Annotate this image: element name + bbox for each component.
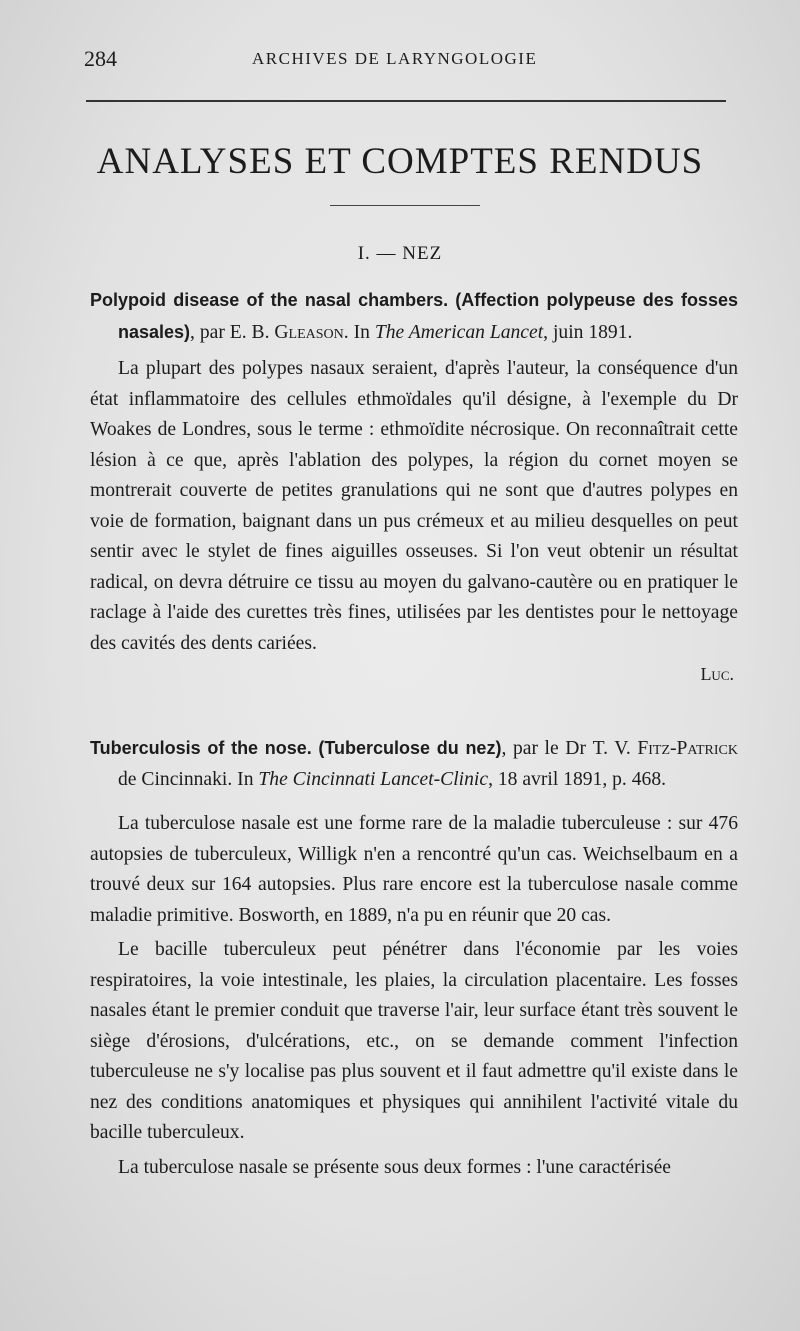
section-title: ANALYSES ET COMPTES RENDUS: [96, 141, 704, 182]
subsection-heading: I. — NEZ: [357, 243, 443, 264]
citation-mid: de Cincinnaki. In: [118, 768, 259, 790]
article-title: Polypoid disease of the nasal chambers.: [90, 290, 449, 310]
article-french-title: (Affection polypeuse des fosses nasales): [118, 290, 738, 342]
page-header: [84, 46, 724, 76]
article-tuberculosis-nose: [90, 733, 738, 1183]
article-body: La plupart des polypes nasaux seraient, d'après l'auteur, la conséquence d'un état inflammatoire des cellules ethmoïdales qu'il désigne, à l'exemple du Dr Woakes de Londres, sous le terme : ethmoïdite nécrosique. On reconnaîtrait cette lésion à ce que, après l'ablation des polypes, la région du cornet moyen se montrerait couverte de petites granulations qui ne sont que d'autres polypes en voie de formation, baignant dans un pus crémeux et au milieu desquelles on peut sentir avec le stylet de fines aiguilles osseuses. Si l'on veut obtenir un résultat radical, on devra détruire ce tissu au moyen du galvano-cautère ou en pratiquer le raclage à l'aide des curettes très fines, utilisées par les dentistes pour le nettoyage des cavités des dents cariées.: [90, 358, 738, 654]
citation-date: , 18 avril 1891, p. 468.: [488, 768, 667, 790]
citation-date: , juin 1891.: [543, 321, 633, 343]
article-paragraph: Le bacille tuberculeux peut pénétrer dans l'économie par les voies respiratoires, la voie intestinale, les plaies, la circulation placentaire. Les fosses nasales étant le premier conduit que traverse l'air, leur surface étant très souvent le siège d'érosions, d'ulcérations, etc., on se demande comment l'infection tuberculeuse ne s'y localise pas plus souvent et il faut admettre qu'il existe dans le nez des conditions anatomiques et physiques qui annihilent l'activité vitale du bacille tuberculeux.: [90, 939, 738, 1143]
article-paragraph: La tuberculose nasale est une forme rare de la maladie tuberculeuse : sur 476 autopsies de tuberculeux, Willigk n'en a rencontré qu'un cas. Weichselbaum en a trouvé deux sur 164 autopsies. Plus rare encore est la tuberculose nasale comme maladie primitive. Bosworth, en 1889, n'a pu en réunir que 20 cas.: [90, 813, 738, 926]
article-title: Tuberculosis of the nose.: [90, 738, 312, 758]
article-french-title: (Tuberculose du nez): [318, 738, 502, 758]
article-paragraph: La tuberculose nasale se présente sous deux formes : l'une caractérisée: [118, 1156, 672, 1178]
citation-prefix: , par: [190, 321, 230, 343]
article-citation: [90, 285, 738, 348]
page-number: 284: [84, 46, 117, 71]
journal-name: The American Lancet: [374, 321, 544, 343]
header-rule: [86, 100, 726, 102]
citation-prefix: , par le Dr: [501, 738, 593, 759]
running-head: ARCHIVES DE LARYNGOLOGIE: [252, 49, 538, 68]
title-rule: [330, 205, 480, 206]
article-citation: [90, 733, 738, 795]
citation-mid: . In: [343, 321, 375, 343]
article-polypoid-disease: [90, 285, 738, 690]
article-author: E. B. Gleason: [229, 321, 344, 343]
article-author: T. V. Fitz-Patrick: [592, 738, 738, 759]
reviewer-signature: Luc.: [700, 664, 734, 684]
journal-name: The Cincinnati Lancet-Clinic: [258, 768, 489, 790]
